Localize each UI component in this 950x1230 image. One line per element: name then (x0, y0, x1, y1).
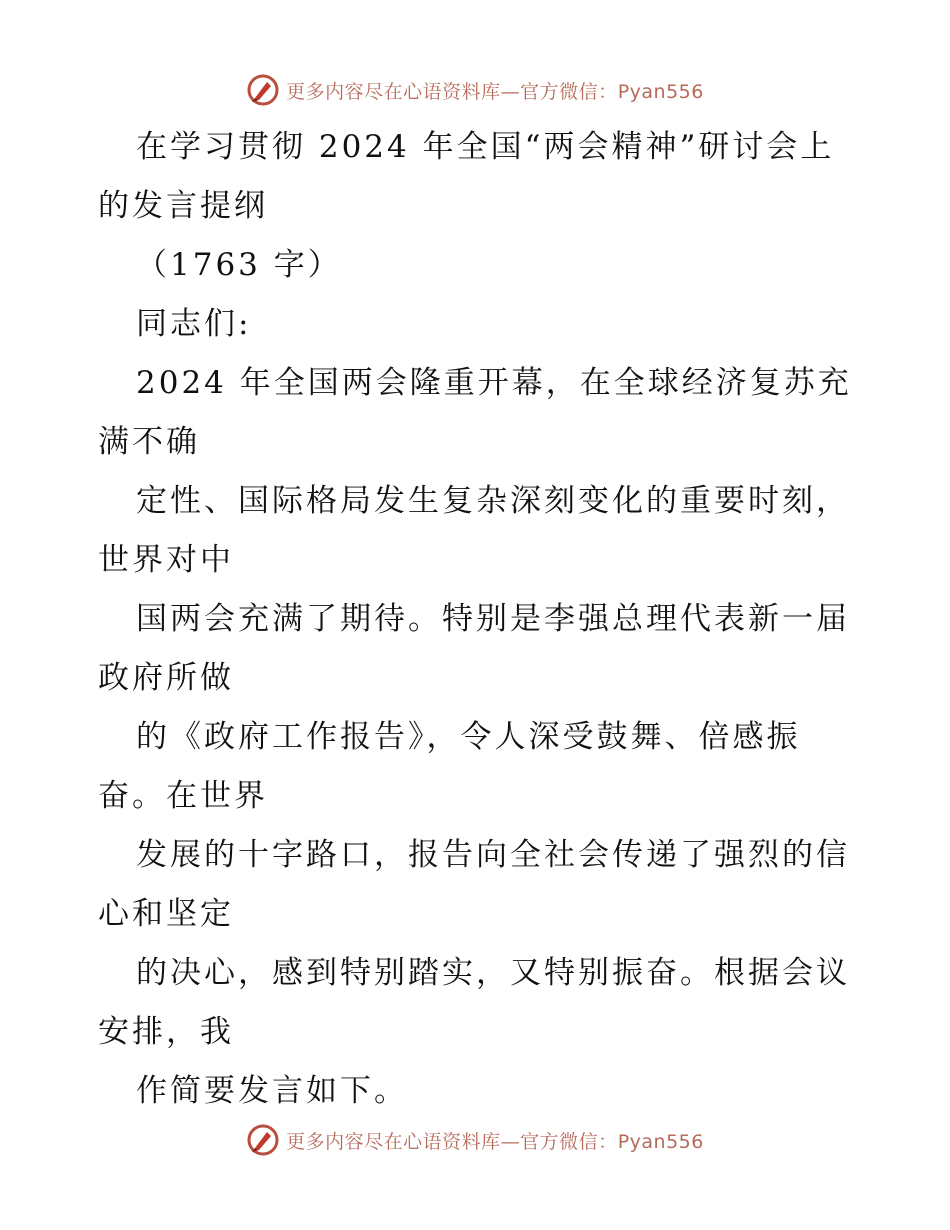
doc-line: 发展的十字路口，报告向全社会传递了强烈的信 (136, 837, 850, 873)
doc-line: 安排，我 (98, 1014, 234, 1050)
watermark-text: 更多内容尽在心语资料库—官方微信：Pyan556 (286, 1130, 704, 1153)
doc-line: 2024 年全国两会隆重开幕，在全球经济复苏充 (136, 365, 852, 401)
doc-line: 心和坚定 (98, 896, 234, 932)
pen-nib-logo-icon (246, 73, 280, 107)
doc-line: 的决心，感到特别踏实，又特别振奋。根据会议 (136, 955, 850, 991)
doc-line: 政府所做 (98, 660, 234, 696)
doc-line: 在学习贯彻 2024 年全国“两会精神”研讨会上 (136, 129, 835, 165)
pen-nib-logo-icon (246, 1123, 280, 1157)
doc-line: 国两会充满了期待。特别是李强总理代表新一届 (136, 601, 850, 637)
watermark-text: 更多内容尽在心语资料库—官方微信：Pyan556 (286, 80, 704, 103)
doc-line: 作简要发言如下。 (136, 1073, 408, 1109)
doc-line: 同志们: (136, 306, 252, 342)
header-watermark (0, 70, 950, 110)
doc-line: 的《政府工作报告》，令人深受鼓舞、倍感振 (136, 719, 801, 755)
doc-line: 满不确 (98, 424, 200, 460)
doc-line: 的发言提纲 (98, 188, 268, 224)
doc-line: 定性、国际格局发生复杂深刻变化的重要时刻， (136, 483, 850, 519)
doc-line: 世界对中 (98, 542, 234, 578)
footer-watermark (0, 1120, 950, 1160)
document-body (98, 118, 858, 1121)
doc-line: 奋。在世界 (98, 778, 268, 814)
doc-line: （1763 字） (136, 247, 342, 283)
